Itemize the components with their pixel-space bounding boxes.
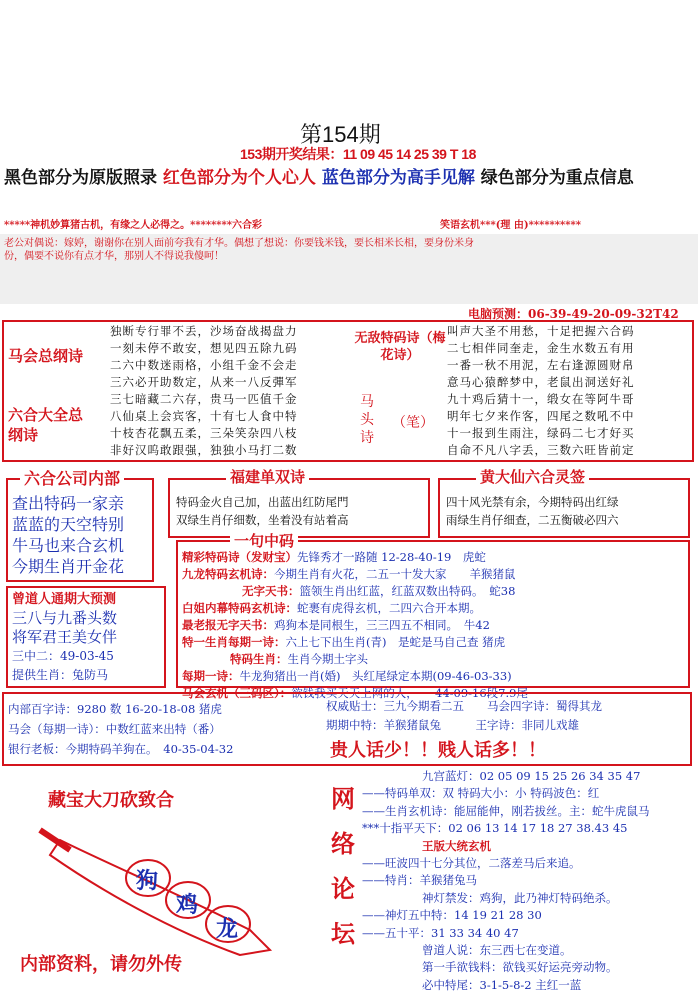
poem-right-line: 一番一秋不用泥，左右逢源圆财帛: [447, 358, 635, 372]
poem-right-line: 九十鸡后猜十一，缎女在等阿牛哥: [447, 392, 635, 406]
forum-line: ——特肖：羊猴猪兔马: [362, 873, 477, 888]
fujian-lines: [176, 493, 349, 529]
huang-heading: 黄大仙六合灵签: [476, 466, 589, 487]
left-prediction-line: 将军君王美女伴: [12, 628, 118, 646]
poem-left-column: [110, 323, 298, 459]
liuhe-line: 查出特码一家亲: [12, 494, 125, 513]
forum-line: ——生肖玄机诗：能屈能伸，刚若拔丝。主：蛇牛虎鼠马: [362, 803, 650, 818]
center-word-pen: （笔）: [392, 415, 434, 431]
yiju-row: 最老报无字天书：鸡狗本是同根生，三三四五不相同。 牛42: [182, 618, 490, 632]
internal-line: 银行老板：今期特码羊狗在。 40-35-04-32: [8, 742, 234, 756]
yiju-row: 九龙特码玄机诗：今期生肖有火花，二五一十发大家 羊猴猪鼠: [182, 567, 516, 581]
yiju-row: 无字天书：篮领生肖出红蓝，红蓝双数出特码。 蛇38: [242, 584, 516, 598]
huang-lines: [446, 493, 619, 529]
yiju-row: 特一生肖每期一诗：六上七下出生肖(青) 是蛇是马自己查 猪虎: [182, 635, 506, 649]
forum-line: 必中特尾：3-1-5-8-2 主红一蓝: [422, 977, 582, 992]
forum-lines: [362, 768, 650, 994]
forum-line: ***十指平天下：02 06 13 14 17 18 27 38.43 45: [362, 821, 628, 836]
left-prediction-line: 三八与九番头数: [12, 609, 118, 627]
left-prediction-line: 三中二：49-03-45: [12, 649, 114, 663]
forum-line: ——五十平：31 33 34 40 47: [362, 925, 519, 940]
poem-left-line: 非好汉呜敢跟强，独独小马打二数: [110, 443, 298, 457]
poem-left-line: 二六中数迷雨格，小组千金不会走: [110, 358, 298, 372]
huang-line: 雨绿生肖仔细查，二五衡破必四六: [446, 513, 619, 527]
legend-green: 绿色部分为重点信息: [480, 168, 634, 188]
poem-right-line: 自命不凡八字丢，三数六旺皆前定: [447, 443, 635, 457]
internal-line: 马会（每期一诗）：中数红蓝来出特（番）: [8, 722, 221, 736]
knife-title: 藏宝大刀砍致合: [48, 790, 174, 811]
knife-word-1: 狗: [136, 868, 159, 894]
forum-line: ——特码单双：双 特码大小：小 特码波色：红: [362, 786, 600, 801]
poem-right-line: 十一报到生雨注，绿码二七才好买: [447, 426, 635, 440]
left-prediction-lines: [12, 590, 117, 685]
yiju-row: 特码生肖：生肖今期土字头: [230, 652, 368, 666]
poem-left-line: 一刻未停不敢安，想见四五除九码: [110, 341, 298, 355]
forum-line: ——旺波四十七分其位，二落差马后来追。: [362, 856, 581, 871]
forum-line: 曾道人说：东三西七在变道。: [422, 943, 572, 958]
center-word: 马: [360, 394, 374, 410]
yiju-row: 马会玄机（三码区）：欲钱我买天天上网的人， 44-09-16段7.9尾: [182, 686, 528, 700]
computer-prediction: 电脑预测：06-39-49-20-09-32T42: [468, 307, 679, 321]
yiju-heading: 一句中码: [230, 530, 298, 551]
poem-left-line: 十枝杏花飘五柔，三朵笑杂四八枝: [110, 426, 298, 440]
intro-line3: 份，偶要不说你有点才华，那别人不得说我傻呵！: [4, 251, 224, 262]
fujian-line: 特码金火自己加，出蓝出红防尾門: [176, 495, 349, 509]
left-prediction-line: 曾道人通期大预测: [12, 592, 117, 607]
forum-vertical-title: 网络论坛: [331, 784, 355, 948]
poem-left-line: 八仙桌上会宾客，十有七人食中特: [110, 409, 298, 423]
internal-lines: [8, 699, 233, 759]
intro-line1-right: 笑语玄机***(理 由)**********: [440, 220, 581, 231]
issue-title: 第154期: [300, 122, 381, 147]
center-word: 诗: [360, 430, 374, 446]
poem-label-1: 马会总纲诗: [8, 347, 84, 365]
intro-line2: 老公对偶说：嫁婷，谢谢你在别人面前夸我有才华。偶想了想说：你要钱米钱，要长相米长相，要身份米身: [4, 238, 474, 249]
yiju-row: 每期一诗：牛龙狗猪出一肖(婚) 头红尾绿定本期(09-46-03-33): [182, 669, 512, 683]
results-line: 153期开奖结果：11 09 45 14 25 39 T 18: [240, 146, 476, 162]
knife-word-3: 龙: [216, 916, 239, 942]
knife-word-2: 鸡: [176, 892, 199, 918]
expert-line: 权威贴士：三九今期看二五 马会四字诗：蜀得其龙: [326, 699, 602, 713]
poem-left-line: 三六必开助数定，从来一八反彈军: [110, 375, 298, 389]
expert-lines: [326, 697, 602, 735]
knife-footer: 内部资料，请勿外传: [20, 954, 182, 975]
poem-right-line: 明年七夕来作客，四尾之数吼不中: [447, 409, 635, 423]
legend-black: 黑色部分为原版照录: [4, 168, 157, 188]
color-legend-banner: [4, 163, 694, 188]
liuhe-line: 蓝蓝的天空特别: [12, 515, 125, 534]
liuhe-line: 牛马也来合玄机: [12, 536, 125, 555]
liuhe-lines: [12, 493, 124, 577]
liuhe-heading: 六合公司内部: [20, 466, 124, 489]
poem-left-line: 独断专行罪不丢，沙场奋战揭盘力: [110, 324, 298, 338]
internal-line: 内部百字诗：9280 数 16-20-18-08 猪虎: [8, 702, 222, 716]
forum-line: 神灯禁发：鸡狗，此乃神灯特码绝杀。: [422, 890, 618, 905]
knife-illustration: [20, 820, 310, 970]
center-word: 头: [360, 412, 374, 428]
forum-line: 九宫蓝灯：02 05 09 15 25 26 34 35 47: [422, 769, 641, 783]
forum-line: ——神灯五中特：14 19 21 28 30: [362, 908, 542, 923]
fujian-line: 双绿生肖仔细数，坐着没有站着高: [176, 513, 349, 527]
intro-line1-left: *****神机妙算猪古机，有缘之人必得之。********六合彩: [4, 220, 262, 231]
yiju-lines: [182, 549, 528, 702]
forum-line: 第一手欲钱料：欲钱买好运亮旁动物。: [422, 960, 618, 975]
poem-right-line: 叫声大圣不用愁，十足把握六合码: [447, 324, 635, 338]
poem-left-line: 三七暗藏二六存，贵马一匹值千金: [110, 392, 298, 406]
slogan: 贵人话少！！贱人话多！！: [330, 740, 546, 761]
center-poem-title: 无敌特码诗（梅花诗）: [354, 331, 446, 363]
yiju-row: 精彩特码诗（发财宝）先锋秀才一路随 12-28-40-19 虎蛇: [182, 550, 486, 564]
left-prediction-line: 提供生肖：兔防马: [12, 668, 109, 682]
legend-red: 红色部分为个人心人: [162, 168, 316, 188]
poem-label-2: 六合大全总纲诗: [8, 406, 84, 444]
forum-line: 王版大统玄机: [422, 838, 491, 853]
poem-right-column: [447, 323, 635, 459]
huang-line: 四十风光禁有余，今期特码出红绿: [446, 495, 619, 509]
yiju-row: 白姐内幕特码玄机诗：蛇裹有虎得玄机，二四六合开本期。: [182, 601, 481, 615]
liuhe-line: 今期生肖开金花: [12, 557, 125, 576]
poem-right-line: 意马心猿醉梦中，老鼠出洞送好礼: [447, 375, 635, 389]
fujian-heading: 福建单双诗: [226, 466, 309, 487]
legend-blue: 蓝色部分为高手见解: [321, 168, 475, 188]
expert-line: 期期中特：羊猴猪鼠兔 王字诗：非同儿戏雄: [326, 718, 579, 732]
poem-right-line: 二七相伴同奎走，金生水数五有用: [447, 341, 635, 355]
center-word-column: [360, 393, 382, 447]
